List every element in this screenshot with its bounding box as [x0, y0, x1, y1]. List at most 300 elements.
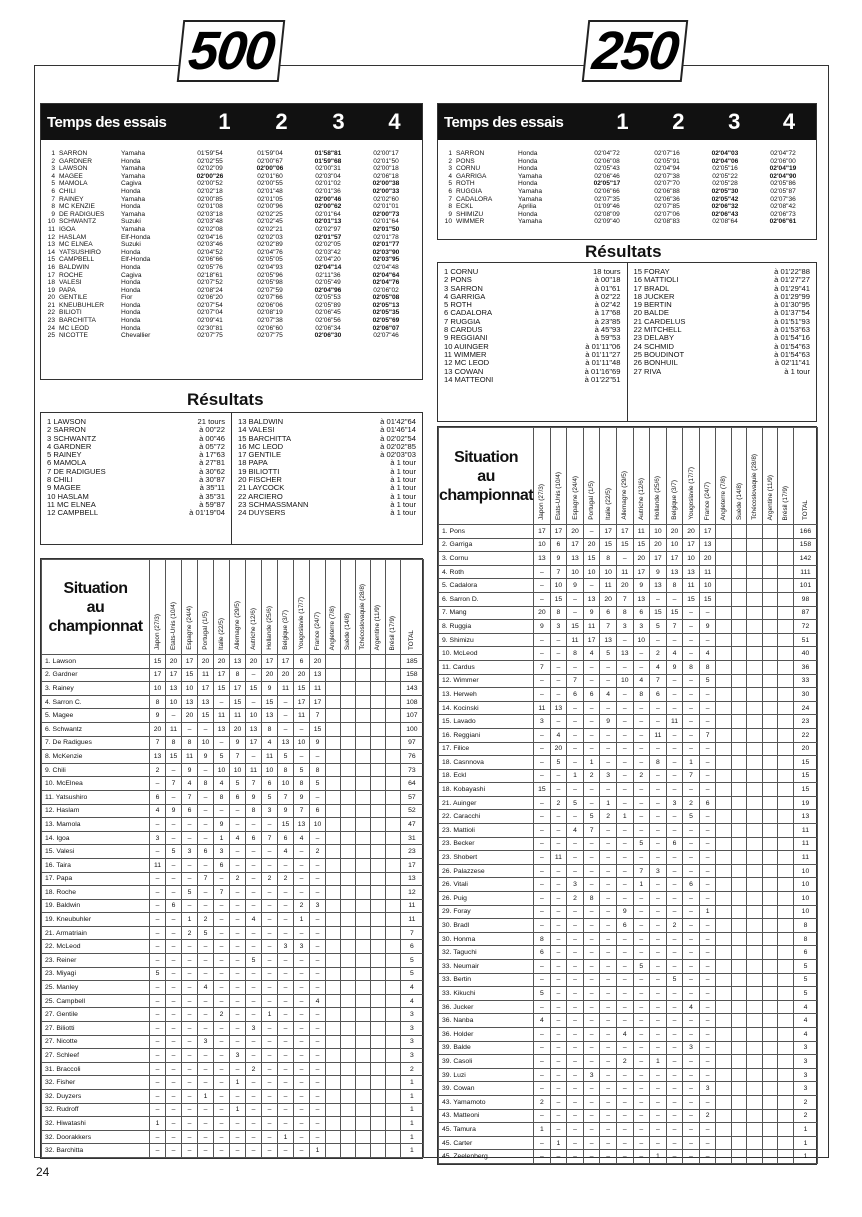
points-cell: –: [683, 647, 700, 661]
rider-name: 3. Rainey: [42, 682, 150, 696]
points-cell: –: [294, 954, 310, 968]
rider-cell: CORNU: [456, 165, 481, 173]
points-cell: –: [633, 1109, 650, 1123]
championnat-row: [439, 1014, 818, 1028]
total-cell: 20: [793, 742, 817, 756]
points-cell: 10: [230, 763, 246, 777]
points-cell: –: [583, 1109, 600, 1123]
gp-label: Portugal (1/5): [202, 611, 209, 650]
points-cell: –: [214, 804, 230, 818]
points-cell: –: [666, 1136, 683, 1150]
t2-cell: 02'07"06: [654, 210, 680, 218]
total-cell: 166: [793, 525, 817, 539]
points-cell: –: [230, 845, 246, 859]
points-cell: [370, 763, 385, 777]
points-cell: 11: [262, 750, 278, 764]
t3-cell: 02'01"13: [314, 218, 342, 226]
points-cell: 2: [198, 913, 214, 927]
championnat-row: [439, 606, 818, 620]
points-cell: –: [600, 960, 617, 974]
t4-cell: 02'06"73: [770, 210, 796, 218]
points-cell: [731, 674, 747, 688]
points-cell: [385, 926, 400, 940]
t3-cell: 02'01"57: [314, 233, 342, 241]
points-cell: 17: [699, 525, 716, 539]
points-cell: –: [278, 1049, 294, 1063]
points-cell: –: [633, 1123, 650, 1137]
rider-name: 13. Herweh: [439, 688, 534, 702]
pos-cell: 4: [448, 172, 452, 180]
points-cell: –: [583, 1123, 600, 1137]
points-cell: 20: [278, 668, 294, 682]
points-cell: –: [534, 796, 551, 810]
rider-name: 43. Yamamoto: [439, 1095, 534, 1109]
result-rider: 25 BOUDINOT: [633, 349, 685, 359]
total-cell: 5: [793, 973, 817, 987]
total-cell: 31: [400, 831, 423, 845]
points-cell: [340, 954, 355, 968]
result-gap: à 01'46"14: [380, 425, 416, 435]
points-cell: [762, 769, 778, 783]
result-row: [47, 509, 225, 517]
points-cell: 2: [666, 919, 683, 933]
total-cell: 24: [793, 701, 817, 715]
result-rider: 7 RUGGIA: [444, 316, 481, 326]
points-cell: [716, 620, 732, 634]
points-cell: [340, 750, 355, 764]
essais-row: [438, 203, 812, 211]
points-cell: –: [182, 722, 198, 736]
rider-name: 6. Sarron D.: [439, 592, 534, 606]
points-cell: [370, 1049, 385, 1063]
championnat-row: [42, 1076, 424, 1090]
points-cell: [326, 954, 341, 968]
points-cell: –: [666, 810, 683, 824]
points-cell: –: [683, 932, 700, 946]
rider-name: 32. Taguchi: [439, 946, 534, 960]
points-cell: 5: [683, 810, 700, 824]
points-cell: –: [683, 973, 700, 987]
gp-header: [762, 428, 778, 525]
t1-cell: 02'00"26: [196, 172, 224, 180]
points-cell: [731, 987, 747, 1001]
rider-name: 17. Filice: [439, 742, 534, 756]
championnat-row: [42, 1130, 424, 1144]
total-cell: 13: [793, 810, 817, 824]
total-cell: 8: [793, 919, 817, 933]
t3-cell: 02'05"49: [315, 279, 341, 287]
points-cell: [747, 960, 763, 974]
points-cell: [385, 899, 400, 913]
points-cell: [716, 525, 732, 539]
points-cell: 13: [182, 695, 198, 709]
make-cell: Elf-Honda: [121, 233, 151, 241]
points-cell: [385, 668, 400, 682]
rider-name: 31. Braccoli: [42, 1062, 150, 1076]
rider-cell: YATSUSHIRO: [59, 248, 101, 256]
points-cell: –: [214, 872, 230, 886]
points-cell: [370, 940, 385, 954]
points-cell: [778, 837, 794, 851]
points-cell: [716, 783, 732, 797]
points-cell: –: [683, 688, 700, 702]
points-cell: 6: [262, 777, 278, 791]
points-cell: –: [550, 715, 567, 729]
t3-cell: 02'06"30: [314, 332, 342, 340]
points-cell: [370, 695, 385, 709]
points-cell: [370, 913, 385, 927]
rider-cell: GARRIGA: [456, 172, 487, 180]
total-cell: 3: [400, 1022, 423, 1036]
t2-cell: 02'07"38: [257, 317, 283, 325]
points-cell: 7: [583, 824, 600, 838]
rider-name: 30. Honma: [439, 932, 534, 946]
gp-label: Italie (22/5): [604, 488, 612, 520]
points-cell: [731, 837, 747, 851]
points-cell: [340, 858, 355, 872]
points-cell: [778, 783, 794, 797]
points-cell: –: [182, 1049, 198, 1063]
points-cell: [762, 796, 778, 810]
points-cell: 9: [650, 565, 667, 579]
championnat-row: [439, 592, 818, 606]
total-cell: 72: [793, 620, 817, 634]
t4-cell: 02'05"69: [372, 317, 400, 325]
total-cell: 5: [400, 954, 423, 968]
points-cell: 9: [262, 682, 278, 696]
points-cell: [355, 886, 370, 900]
gp-header: [150, 560, 166, 655]
points-cell: –: [166, 1062, 182, 1076]
gp-label: Suède (14/8): [735, 483, 743, 520]
rider-name: 18. Eckl: [439, 769, 534, 783]
points-cell: 7: [550, 565, 567, 579]
points-cell: –: [246, 1103, 262, 1117]
t4-cell: 02'00"38: [372, 180, 400, 188]
points-cell: 17: [666, 552, 683, 566]
rider-cell: MC KENZIE: [59, 203, 95, 211]
t1-cell: 01'59"54: [197, 150, 223, 157]
rider-name: 5. Cadalora: [439, 579, 534, 593]
points-cell: [385, 1144, 400, 1158]
championnat-row: [439, 824, 818, 838]
points-cell: –: [633, 824, 650, 838]
points-cell: –: [567, 960, 584, 974]
rider-name: 15. Lavado: [439, 715, 534, 729]
t1-cell: 02'04"72: [594, 150, 620, 157]
t4-cell: 02'07"36: [770, 195, 796, 203]
points-cell: 20: [182, 709, 198, 723]
t3-cell: 02'06"45: [315, 309, 341, 317]
total-cell: 3: [793, 1041, 817, 1055]
gp-label: Tchécoslovaquie (28/8): [751, 454, 759, 520]
points-cell: 11: [616, 565, 633, 579]
points-cell: 17: [246, 736, 262, 750]
points-cell: 1: [650, 1150, 667, 1164]
points-cell: –: [600, 892, 617, 906]
gp-header: [294, 560, 310, 655]
result-gap: à 02'11"41: [774, 358, 810, 368]
points-cell: 13: [633, 592, 650, 606]
points-cell: –: [262, 1117, 278, 1131]
points-cell: –: [550, 1095, 567, 1109]
points-cell: –: [683, 960, 700, 974]
essais-row: [41, 294, 415, 302]
points-cell: [340, 790, 355, 804]
points-cell: [762, 1095, 778, 1109]
points-cell: [326, 1062, 341, 1076]
points-cell: [716, 1068, 732, 1082]
points-cell: [370, 1103, 385, 1117]
points-cell: [355, 777, 370, 791]
points-cell: 7: [166, 777, 182, 791]
points-cell: 9: [666, 660, 683, 674]
points-cell: [778, 987, 794, 1001]
points-cell: 6: [583, 688, 600, 702]
points-cell: 20: [650, 538, 667, 552]
points-cell: [355, 1130, 370, 1144]
result-gap: à 01'51"93: [774, 316, 810, 326]
points-cell: –: [294, 1049, 310, 1063]
points-cell: –: [294, 1117, 310, 1131]
points-cell: [340, 1035, 355, 1049]
points-cell: 3: [294, 940, 310, 954]
points-cell: 17: [310, 695, 326, 709]
points-cell: [747, 620, 763, 634]
points-cell: –: [198, 886, 214, 900]
points-cell: 2: [534, 1095, 551, 1109]
t1-cell: 02'02"09: [197, 165, 223, 173]
t1-cell: 02'06"66: [594, 187, 620, 195]
points-cell: 10: [294, 736, 310, 750]
points-cell: [731, 905, 747, 919]
result-rider: 15 BARCHITTA: [238, 433, 292, 443]
points-cell: 3: [699, 1082, 716, 1096]
points-cell: –: [182, 954, 198, 968]
points-cell: –: [600, 824, 617, 838]
points-cell: [370, 1130, 385, 1144]
points-cell: [716, 565, 732, 579]
gp-label: Brésil (17/9): [389, 615, 397, 650]
rider-name: 27. Biliotti: [42, 1022, 150, 1036]
points-cell: –: [666, 851, 683, 865]
pos-cell: 7: [448, 195, 452, 203]
points-cell: –: [294, 1144, 310, 1158]
points-cell: –: [534, 810, 551, 824]
points-cell: 9: [182, 763, 198, 777]
points-cell: 15: [294, 682, 310, 696]
points-cell: [731, 565, 747, 579]
total-cell: 3: [793, 1055, 817, 1069]
points-cell: [340, 804, 355, 818]
points-cell: 11: [650, 728, 667, 742]
rider-name: 4. Sarron C.: [42, 695, 150, 709]
points-cell: [355, 695, 370, 709]
points-cell: 17: [278, 655, 294, 669]
points-cell: [340, 1049, 355, 1063]
points-cell: [355, 967, 370, 981]
points-cell: –: [616, 1109, 633, 1123]
points-cell: –: [633, 1150, 650, 1164]
points-cell: –: [198, 804, 214, 818]
championnat-row: [42, 695, 424, 709]
points-cell: –: [650, 1082, 667, 1096]
points-cell: –: [230, 1035, 246, 1049]
points-cell: 7: [214, 886, 230, 900]
result-gap: à 01'11"06: [585, 341, 621, 351]
points-cell: 8: [214, 790, 230, 804]
points-cell: [355, 981, 370, 995]
points-cell: [731, 1150, 747, 1164]
points-cell: [762, 932, 778, 946]
points-cell: 2: [567, 892, 584, 906]
points-cell: –: [616, 633, 633, 647]
points-cell: 10: [182, 682, 198, 696]
points-cell: [355, 1022, 370, 1036]
t4-cell: 02'00"17: [373, 150, 399, 157]
total-cell: 87: [793, 606, 817, 620]
gp-label: Espagne (24/4): [571, 476, 579, 520]
points-cell: –: [230, 818, 246, 832]
points-cell: –: [567, 592, 584, 606]
points-cell: –: [666, 1068, 683, 1082]
points-cell: 11: [150, 858, 166, 872]
total-cell: 142: [793, 552, 817, 566]
make-cell: Chevallier: [121, 332, 151, 340]
rider-name: 33. Kikuchi: [439, 987, 534, 1001]
gp-header: [340, 560, 355, 655]
result-rider: 10 HASLAM: [47, 491, 89, 501]
total-cell: 12: [400, 886, 423, 900]
points-cell: 6: [650, 688, 667, 702]
rider-name: 14. Igoa: [42, 831, 150, 845]
rider-cell: LAWSON: [59, 165, 88, 173]
points-cell: [370, 1035, 385, 1049]
points-cell: –: [683, 892, 700, 906]
points-cell: –: [666, 674, 683, 688]
points-cell: [778, 1136, 794, 1150]
points-cell: –: [600, 905, 617, 919]
points-cell: [385, 845, 400, 859]
result-gap: 18 tours: [593, 267, 621, 276]
points-cell: –: [182, 872, 198, 886]
points-cell: [385, 1062, 400, 1076]
points-cell: –: [583, 701, 600, 715]
points-cell: 2: [699, 1109, 716, 1123]
total-cell: 11: [400, 899, 423, 913]
col-3: 3: [728, 109, 741, 134]
championnat-title: [42, 560, 150, 655]
points-cell: 6: [310, 804, 326, 818]
championnat-row: [42, 682, 424, 696]
points-cell: –: [550, 892, 567, 906]
resultats-250-col-b: [627, 263, 817, 421]
points-cell: [385, 1049, 400, 1063]
points-cell: –: [583, 851, 600, 865]
t4-cell: 02'06"07: [372, 324, 400, 332]
points-cell: 6: [534, 946, 551, 960]
points-cell: [731, 525, 747, 539]
points-cell: –: [278, 886, 294, 900]
points-cell: –: [633, 756, 650, 770]
pos-cell: 5: [51, 180, 55, 188]
points-cell: [355, 926, 370, 940]
championnat-250-table: [438, 427, 818, 1164]
points-cell: [326, 818, 341, 832]
points-cell: [778, 851, 794, 865]
points-cell: –: [699, 1123, 716, 1137]
points-cell: [326, 872, 341, 886]
points-cell: [326, 668, 341, 682]
points-cell: [731, 633, 747, 647]
points-cell: 4: [310, 994, 326, 1008]
points-cell: 2: [214, 1008, 230, 1022]
total-cell: 10: [793, 878, 817, 892]
gp-label: Angleterre (7/8): [329, 605, 337, 650]
points-cell: –: [150, 1130, 166, 1144]
t3-cell: 01'58"81: [314, 150, 342, 157]
points-cell: 11: [294, 709, 310, 723]
points-cell: –: [214, 1035, 230, 1049]
points-cell: [731, 701, 747, 715]
points-cell: 13: [150, 750, 166, 764]
points-cell: –: [699, 1041, 716, 1055]
result-gap: à 01'42"64: [380, 417, 416, 426]
points-cell: 2: [294, 899, 310, 913]
championnat-row: [439, 565, 818, 579]
points-cell: –: [666, 1014, 683, 1028]
points-cell: 9: [246, 790, 262, 804]
points-cell: –: [683, 633, 700, 647]
points-cell: 11: [246, 763, 262, 777]
points-cell: [370, 967, 385, 981]
points-cell: 13: [310, 668, 326, 682]
points-cell: 13: [262, 709, 278, 723]
points-cell: 15: [666, 606, 683, 620]
rider-name: 18. Casnnova: [439, 756, 534, 770]
points-cell: –: [699, 756, 716, 770]
gp-label: Yougoslavie (17/7): [687, 467, 695, 520]
points-cell: –: [567, 715, 584, 729]
points-cell: –: [166, 1076, 182, 1090]
essais-row: [41, 226, 415, 234]
pos-cell: 9: [51, 210, 55, 218]
points-cell: 1: [214, 831, 230, 845]
points-cell: [762, 892, 778, 906]
points-cell: 4: [699, 647, 716, 661]
total-cell: 2: [400, 1062, 423, 1076]
points-cell: 3: [310, 899, 326, 913]
points-cell: [370, 899, 385, 913]
points-cell: [385, 1117, 400, 1131]
points-cell: –: [166, 913, 182, 927]
rider-name: 18. Kobayashi: [439, 783, 534, 797]
championnat-row: [439, 783, 818, 797]
points-cell: –: [567, 973, 584, 987]
points-cell: [716, 1082, 732, 1096]
points-cell: –: [182, 858, 198, 872]
points-cell: 7: [616, 592, 633, 606]
points-cell: –: [182, 818, 198, 832]
points-cell: –: [633, 647, 650, 661]
points-cell: –: [583, 864, 600, 878]
points-cell: –: [650, 592, 667, 606]
points-cell: 10: [583, 565, 600, 579]
points-cell: –: [246, 845, 262, 859]
gp-header: [230, 560, 246, 655]
points-cell: [340, 845, 355, 859]
points-cell: [326, 1076, 341, 1090]
